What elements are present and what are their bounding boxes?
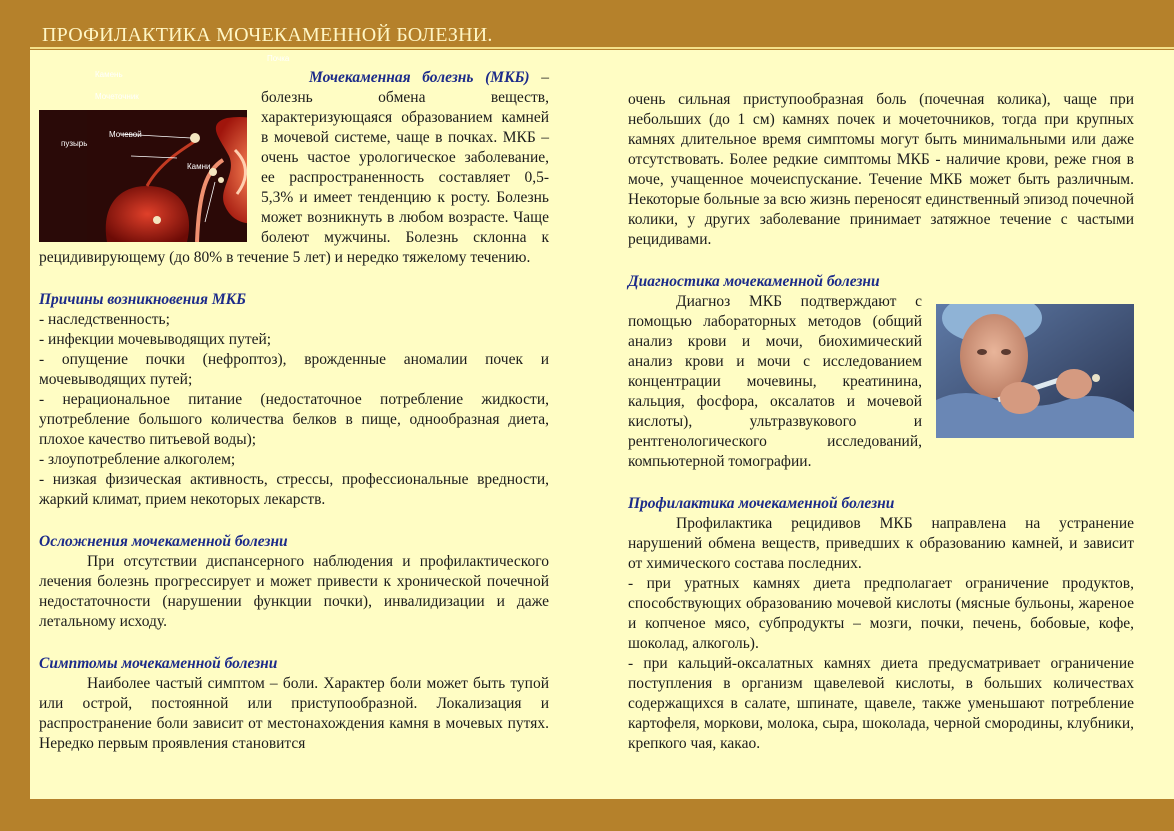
brochure-page — [30, 50, 1174, 799]
causes-item: - нерациональное питание (недостаточное потребление жидкости, употребление большого количества белков в пище, однообразная диета, плохое качество питьевой воды); — [39, 391, 549, 448]
symptoms-continued: очень сильная приступообразная боль (почечная колика), чаще при небольших (до 1 см) камнях почек и мочеточников, тогда при крупных камнях длительное время симптомы могут быть минимальными или даже отсутствовать. Более редкие симптомы МКБ - наличие крови, реже гноя в моче, учащенное мочеиспускание. Течение МКБ может быть различным. Некоторые больные за всю жизнь переносят единственный эпизод почечной колики, у других заболевание принимает затяжное течение с частыми рецидивами. — [628, 91, 1134, 248]
causes-item: - инфекции мочевыводящих путей; — [39, 331, 272, 348]
kidney-illustration: Камень Почка Мочеточник Мочевой пузырь Камни — [39, 110, 247, 242]
intro-text: – болезнь обмена веществ, характеризующаяся образованием камней в мочевой системе, чаще в почках. МКБ – очень частое урологическое заболевание, ее распространенность составляет 0,5-5,3% и имеет тенденцию к росту. Болезнь может возникнуть в любом возрасте. Чаще болеют мужчины. Болезнь склонна к рецидивирующему (до 80% в течение 5 лет) и нередко тяжелому течению. — [39, 69, 549, 266]
prevention-item: - при кальций-оксалатных камнях диета предусматривает ограничение поступления в организм щавелевой кислоты, в больших количествах содержащихся в салате, шпинате, щавеле, также уменьшают потребление картофеля, моркови, молока, сыра, шоколада, черной смородины, клубники, крепкого чая, какао. — [628, 655, 1134, 752]
prevention-text: Профилактика рецидивов МКБ направлена на устранение нарушений обмена веществ, приведших к образованию камней, и зависит от химического состава последних. — [628, 515, 1134, 572]
lab-photo-image — [936, 304, 1134, 438]
diagnostics-text: Диагноз МКБ подтверждают с помощью лабораторных методов (общий анализ крови и мочи, биохимический анализ крови и мочи с исследованием концентрации мочевины, креатинина, кальция, фосфора, оксалатов и мочевой кислоты), ультразвукового и рентгенологического исследований, компьютерной томографии. — [628, 293, 922, 470]
prevention-item: - при уратных камнях диета предполагает ограничение продуктов, способствующих образованию мочевой кислоты (мясные бульоны, жареное и копченое мясо, субпродукты – мозги, почки, печень, бобовые, кофе, шоколад, алкоголь). — [628, 575, 1134, 652]
lab-photo — [936, 304, 1134, 438]
intro-term: Мочекаменная болезнь (МКБ) — [309, 69, 530, 86]
left-column — [39, 50, 549, 754]
prevention-heading: Профилактика мочекаменной болезни — [628, 495, 895, 512]
right-column — [628, 50, 1134, 754]
intro-paragraph — [39, 54, 549, 268]
page-title: ПРОФИЛАКТИКА МОЧЕКАМЕННОЙ БОЛЕЗНИ. — [42, 24, 493, 46]
causes-item: - опущение почки (нефроптоз), врожденные аномалии почек и мочевыводящих путей; — [39, 351, 549, 388]
label-bladder: Мочевой пузырь — [61, 130, 142, 148]
header-divider — [30, 47, 1174, 49]
diagnostics-heading: Диагностика мочекаменной болезни — [628, 273, 880, 290]
header-bar — [0, 0, 1174, 50]
causes-item: - наследственность; — [39, 311, 170, 328]
causes-list — [39, 310, 549, 510]
symptoms-text: Наиболее частый симптом – боли. Характер боли может быть тупой или острой, постоянной или приступообразной. Локализация и распространение боли зависит от местонахождения камня в мочевых путях. Нередко первым проявления становится — [39, 675, 549, 752]
symptoms-heading: Симптомы мочекаменной болезни — [39, 655, 278, 672]
causes-item: - злоупотребление алкоголем; — [39, 451, 236, 468]
label-stones: Камни — [187, 162, 211, 171]
causes-heading: Причины возникновения МКБ — [39, 291, 247, 308]
complications-heading: Осложнения мочекаменной болезни — [39, 533, 288, 550]
complications-text: При отсутствии диспансерного наблюдения и профилактического лечения болезнь прогрессирует и может привести к хронической почечной недостаточности (нарушении функции почки), инвалидизации и даже летальному исходу. — [39, 553, 549, 630]
causes-item: - низкая физическая активность, стрессы, профессиональные вредности, жаркий климат, прием некоторых лекарств. — [39, 471, 549, 508]
footer-bar — [0, 799, 1174, 831]
